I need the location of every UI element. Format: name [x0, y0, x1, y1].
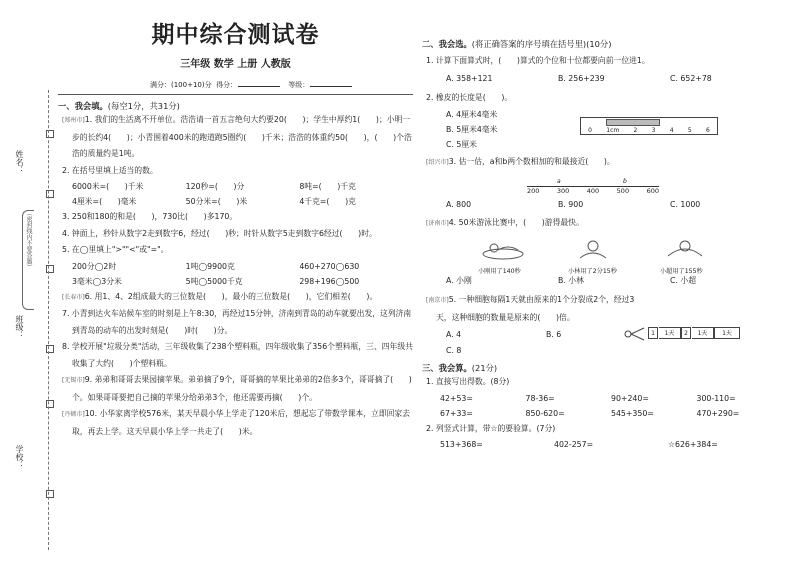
compare-item: 460+270◯630: [299, 261, 360, 271]
ruler-tick-label: 0: [588, 127, 592, 134]
option-a[interactable]: A. 800: [446, 199, 472, 209]
name-label: 姓名：: [15, 150, 24, 174]
score-line: [58, 80, 413, 95]
conversion-item: 6000米=( )千米: [72, 182, 144, 191]
seal-dashed-line: [48, 90, 49, 550]
option-a[interactable]: A. 小刚: [446, 276, 472, 285]
options-column: [446, 107, 596, 152]
question-text: 9. 弟弟和哥哥去果园摘苹果。弟弟摘了9个，哥哥摘的苹果比弟弟的2倍多3个，哥哥摘了( )个。如果哥哥要把自己摘的苹果分给弟弟3个，他还需要再摘( )个。: [72, 375, 412, 402]
cell-icon: [624, 325, 646, 343]
ruler-tick-label: 6: [705, 127, 710, 134]
swimmer-picture: [662, 238, 708, 262]
grade-label: 等级：: [288, 81, 310, 89]
compare-item: 3毫米◯3分米: [72, 276, 122, 286]
options-row: [446, 197, 782, 212]
number-line-figure: [527, 178, 663, 198]
conversion-row: [72, 194, 413, 209]
day-box: 2: [681, 327, 691, 339]
calc-row: [440, 406, 782, 421]
calc-item: 850-620=: [525, 408, 565, 418]
calc-item: 67+33=: [440, 408, 473, 418]
question-4: 4. 钟面上，秒针从数字2走到数字6，经过( )秒；时针从数字5走到数字6经过( )时。: [62, 228, 377, 238]
options-row: [446, 327, 646, 342]
question-10: [62, 406, 413, 440]
page-subtitle: 三年级 数学 上册 人教版: [180, 59, 291, 70]
tick-label: 500: [616, 187, 630, 195]
ruler-tick-label: 3: [651, 127, 656, 134]
option-a[interactable]: A. 4: [446, 330, 462, 339]
choice-question-2: 2. 橡皮的长度是( )。: [426, 92, 513, 102]
region-tag: [郑州市]: [62, 117, 85, 124]
compare-item: 1吨◯9900克: [185, 261, 235, 271]
region-tag: [长春市]: [62, 293, 85, 301]
option-c[interactable]: C. 652+78: [670, 73, 712, 83]
calc-row: [440, 391, 782, 406]
calc-question-2: 2. 列竖式计算，带☆的要验算。(7分): [426, 423, 556, 433]
point-a-label: a: [557, 178, 561, 185]
eraser-shape: [606, 119, 660, 126]
section-title: 一、我会填。: [58, 101, 108, 111]
section-title: 三、我会算。: [422, 363, 472, 373]
conversion-item: 120秒=( )分: [185, 182, 245, 191]
region-tag: [南京市]: [426, 297, 449, 304]
grade-blank[interactable]: [310, 80, 352, 87]
question-6: [62, 289, 413, 307]
swim-caption: 小刚用了140秒: [478, 268, 521, 275]
tick-label: 400: [586, 187, 600, 195]
vertical-calc-item: ☆626+384=: [668, 440, 718, 449]
ruler-numbers: [581, 127, 717, 134]
section-note: (21分): [471, 363, 498, 373]
left-column: [58, 14, 413, 440]
section-fill-heading: [58, 100, 413, 112]
ruler-tick-label: 4: [669, 127, 674, 134]
option-a[interactable]: A. 4厘米4毫米: [446, 110, 498, 119]
options-row: [446, 343, 646, 358]
question-1: [62, 112, 413, 163]
choice-question-4: [426, 215, 782, 233]
conversion-row: [72, 179, 413, 194]
region-tag: [济南市]: [426, 219, 449, 227]
option-b[interactable]: B. 256+239: [558, 73, 605, 83]
day-segment: 1天: [692, 327, 714, 339]
section-calc-heading: [422, 362, 782, 374]
options-row: [446, 71, 782, 86]
question-8: 8. 学校开展"垃圾分类"活动，三年级收集了238个塑料瓶，四年级收集了356个塑料瓶，三、四年级共收集了大约( )个塑料瓶。: [62, 342, 413, 368]
choice-question-5: [426, 292, 641, 326]
cell-division-diagram: [624, 325, 744, 343]
question-7: 7. 小青到达火车站候车室的时刻是上午8:30，再经过15分钟，济南到青岛的动车就要出发，这列济南到青岛的动车的出发时刻是( )时( )分。: [62, 309, 412, 335]
compare-row: [72, 274, 413, 289]
option-b[interactable]: B. 6: [546, 330, 562, 339]
calc-question-1: 1. 直接写出得数。(8分): [426, 377, 510, 386]
question-text: 1. 我们的生活离不开单位。浩浩请一首五言绝句大约要20( )；学生中厚约1( )；小明一步的长约4( )；小青围着400米的跑道跑5圈约( )千米；浩浩的体重约50( )，( )个浩浩的质量约是1吨。: [72, 115, 412, 158]
score-label: 得分：: [216, 81, 238, 89]
school-label: 学校：: [15, 445, 24, 469]
option-c[interactable]: C. 小超: [670, 276, 696, 285]
choice-question-1: 1. 计算下面算式时，( )算式的个位和十位都要向前一位进1。: [426, 56, 650, 65]
calc-item: 90+240=: [611, 393, 649, 403]
vertical-calc-row: [440, 437, 782, 452]
ruler-tick-label: 5: [687, 127, 692, 134]
question-text: 6. 用1、4、2组成最大的三位数是( )，最小的三位数是( )，它们相差( )。: [84, 291, 378, 301]
ruler-tick-label: 2: [633, 127, 638, 134]
calc-item: 300-110=: [696, 393, 736, 403]
seal-line-note: （密封线内不要答题）: [25, 210, 32, 270]
option-b[interactable]: B. 5厘米4毫米: [446, 125, 498, 134]
ruler-tick-label: 1cm: [606, 127, 620, 134]
tick-label: 600: [646, 187, 659, 195]
options-row: [446, 273, 782, 288]
question-2: 2. 在括号里填上适当的数。: [62, 165, 158, 175]
score-total: 满分：(100+10)分: [150, 81, 212, 89]
conversion-item: 50分米=( )米: [185, 197, 248, 206]
question-text: 3. 估一估，a和b两个数相加的和最接近( )。: [448, 157, 615, 166]
number-line-ticks: [527, 187, 659, 195]
option-b[interactable]: B. 小林: [558, 276, 584, 285]
tick-label: 300: [556, 187, 570, 195]
calc-item: 78-36=: [525, 393, 555, 403]
question-3: 3. 250和180的和是( )，730比( )多170。: [62, 212, 238, 221]
conversion-item: 4千克=( )克: [299, 197, 356, 206]
compare-item: 200分◯2时: [72, 261, 117, 271]
swim-caption: 小林用了2分15秒: [568, 268, 617, 275]
choice-question-3: [426, 154, 782, 172]
day-segment: 1天: [714, 327, 740, 339]
vertical-calc-item: 513+368=: [440, 440, 483, 449]
region-tag: [丹顿市]: [62, 411, 85, 418]
question-text: 10. 小华家离学校576米，某天早晨小华上学走了120米后，想起忘了带数学课本，立即回家去取，再去上学。这天早晨小华上学一共走了( )米。: [72, 409, 411, 436]
ruler-figure: [580, 117, 718, 135]
question-text: 4. 50米游泳比赛中，( )游得最快。: [448, 217, 584, 227]
section-note: (每空1分，共31分): [107, 101, 180, 111]
region-tag: [无锡市]: [62, 377, 85, 384]
swim-caption: 小超用了155秒: [660, 268, 703, 275]
question-5: 5. 在◯里填上">""<"或"="。: [62, 245, 169, 254]
question-9: [62, 372, 413, 406]
option-c[interactable]: C. 1000: [670, 199, 701, 209]
calc-item: 470+290=: [696, 408, 740, 418]
swimmer-picture: [480, 238, 526, 262]
option-b[interactable]: B. 900: [558, 199, 584, 209]
calc-item: 545+350=: [611, 408, 654, 418]
option-c[interactable]: C. 5厘米: [446, 140, 477, 149]
compare-row: [72, 259, 413, 274]
tick-label: 200: [527, 187, 540, 195]
day-segment: 1天: [659, 327, 681, 339]
conversion-item: 4厘米=( )毫米: [72, 197, 137, 206]
region-tag: [绍兴市]: [426, 159, 449, 166]
calc-item: 42+53=: [440, 393, 473, 403]
vertical-calc-item: 402-257=: [554, 440, 594, 449]
section-note: (将正确答案的序号填在括号里)(10分): [471, 39, 612, 49]
point-b-label: b: [623, 178, 627, 185]
score-blank[interactable]: [238, 80, 280, 87]
section-title: 二、我会选。: [422, 39, 472, 49]
question-text: 5. 一种细胞每隔1天就由原来的1个分裂成2个，经过3天，这种细胞的数量是原来的( )倍。: [436, 295, 635, 322]
page-title: 期中综合测试卷: [151, 21, 320, 48]
conversion-item: 8吨=( )千克: [299, 182, 356, 191]
swimmer-picture: [570, 238, 616, 262]
compare-item: 5吨◯5000千克: [185, 276, 243, 286]
section-choice-heading: [422, 38, 782, 50]
compare-item: 298+196◯500: [299, 276, 360, 286]
option-c[interactable]: C. 8: [446, 346, 462, 355]
option-a[interactable]: A. 358+121: [446, 73, 493, 83]
class-label: 班级：: [15, 315, 24, 339]
day-box: 1: [648, 327, 658, 339]
